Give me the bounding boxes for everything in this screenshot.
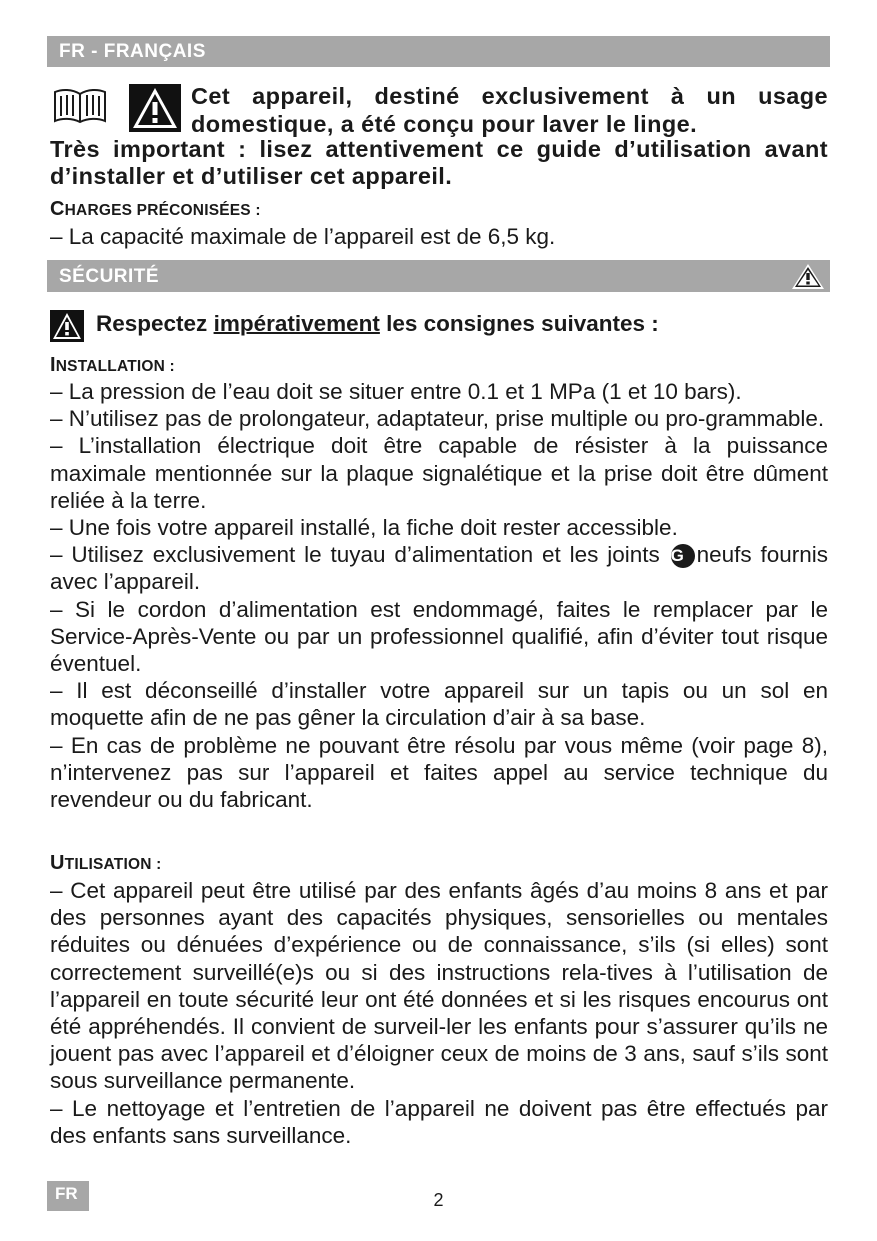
warning-icon: [129, 84, 181, 132]
book-manual-icon: [52, 86, 108, 124]
list-item: – Il est déconseillé d’installer votre appareil sur un tapis ou un sol en moquette afin de ne pas gêner la circulation d’air à sa base.: [50, 678, 828, 731]
list-item: – Cet appareil peut être utilisé par des enfants âgés d’au moins 8 ans et par des personnes ayant des capacités physiques, sensorielles ou mentales réduites ou dénuées d’expérience ou de connaissance, s’ils (si elles) sont correctement surveillé(e)s ou si des instructions rela-tives à l’utilisation de l’appareil en toute sécurité leur ont été données et si les risques encourus ont été appréhendés. Il convient de surveil-ler les enfants pour s’assurer qu’ils ne jouent pas avec l’appareil et d’éloigner ceux de moins de 3 ans, sauf s’ils sont sous surveillance permanente.: [50, 878, 828, 1094]
warning-icon: [50, 310, 84, 342]
list-item: – Une fois votre appareil installé, la fiche doit rester accessible.: [50, 515, 678, 541]
important-read-guide: Très important : lisez attentivement ce guide d’utilisation avant d’installer et d’utiliser cet appareil.: [50, 136, 828, 189]
respect-text: Respectez impérativement les consignes suivantes :: [96, 311, 659, 336]
page-number: 2: [433, 1190, 444, 1210]
installation-list: [50, 378, 828, 813]
list-item: – La pression de l’eau doit se situer entre 0.1 et 1 MPa (1 et 10 bars).: [50, 379, 742, 404]
language-badge: FR: [47, 1181, 89, 1211]
security-title: SÉCURITÉ: [59, 266, 160, 287]
list-item: – Utilisez exclusivement le tuyau d’alimentation et les joints G neufs fournis avec l’appareil.: [50, 542, 828, 595]
charges-heading: CHARGES PRÉCONISÉES :: [50, 198, 261, 220]
list-item: – L’installation électrique doit être capable de résister à la puissance maximale mentionnée sur la plaque signalétique et la prise doit être dûment reliée à la terre.: [50, 433, 828, 513]
warning-triangle-icon: [791, 263, 825, 290]
intro-domestic-use: Cet appareil, destiné exclusivement à un usage domestique, a été conçu pour laver le linge.: [191, 83, 828, 137]
utilisation-list: [50, 877, 828, 1149]
gasket-g-badge-icon: G: [671, 544, 695, 568]
list-item: – Le nettoyage et l’entretien de l’appareil ne doivent pas être effectués par des enfants sans surveillance.: [50, 1095, 828, 1148]
security-header-bar: [47, 260, 830, 292]
charges-capacity-text: – La capacité maximale de l’appareil est de 6,5 kg.: [50, 224, 556, 249]
installation-heading: INSTALLATION :: [50, 354, 175, 376]
list-item: – En cas de problème ne pouvant être résolu par vous même (voir page 8), n’intervenez pas sur l’appareil et faites appel au service technique du revendeur ou du fabricant.: [50, 732, 828, 813]
language-header-bar: FR - FRANÇAIS: [47, 36, 830, 67]
list-item: – N’utilisez pas de prolongateur, adaptateur, prise multiple ou pro-grammable.: [50, 406, 825, 432]
utilisation-heading: UTILISATION :: [50, 852, 162, 874]
list-item: – Si le cordon d’alimentation est endommagé, faites le remplacer par le Service-Après-Vente ou par un professionnel qualifié, afin d’éviter tout risque éventuel.: [50, 596, 828, 677]
